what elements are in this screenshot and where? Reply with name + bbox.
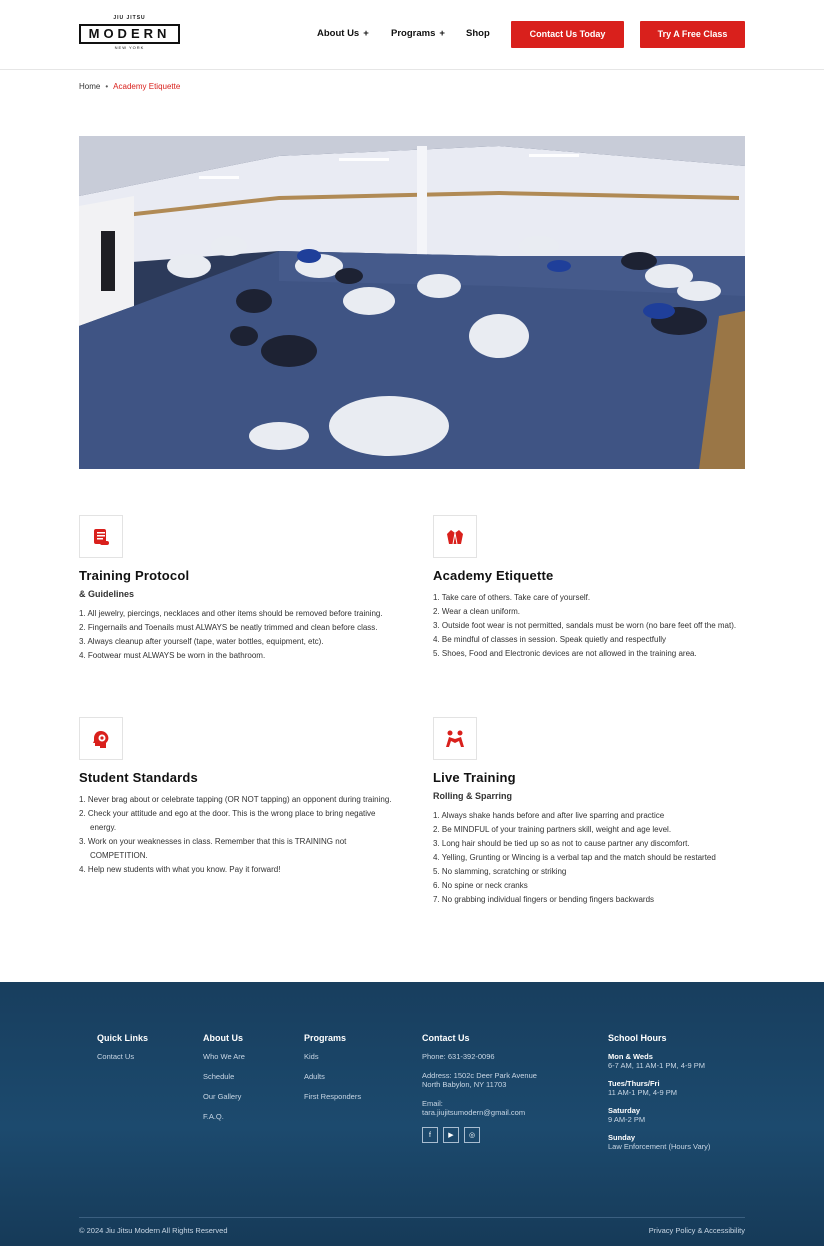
nav-shop-label: Shop <box>466 28 490 39</box>
footer-email-block <box>422 1099 582 1117</box>
hours-row <box>608 1079 758 1097</box>
footer-divider <box>79 1217 745 1218</box>
rules-list <box>79 607 399 663</box>
footer-phone[interactable]: Phone: 631-392-0096 <box>422 1052 495 1061</box>
list-item: 3. Outside foot wear is not permitted, sandals must be worn (no bare feet off the mat). <box>433 621 737 630</box>
footer-heading: School Hours <box>608 1033 667 1043</box>
list-item: 1. Always shake hands before and after live sparring and practice <box>433 811 665 820</box>
footer-heading: Contact Us <box>422 1033 470 1043</box>
footer-email[interactable]: tara.jiujitsumodern@gmail.com <box>422 1108 526 1117</box>
section-title: Academy Etiquette <box>433 568 554 583</box>
footer-hours <box>608 1033 758 1160</box>
rules-list <box>79 793 397 877</box>
site-header <box>0 0 824 70</box>
footer-link-contact[interactable]: Contact Us <box>97 1052 135 1061</box>
breadcrumb-current: Academy Etiquette <box>113 82 181 91</box>
gi-jacket-icon <box>433 515 477 558</box>
footer-link-schedule[interactable]: Schedule <box>203 1072 235 1081</box>
site-footer <box>0 982 824 1246</box>
list-item: 2. Wear a clean uniform. <box>433 607 521 616</box>
footer-heading: Quick Links <box>97 1033 149 1043</box>
grappling-icon <box>433 717 477 760</box>
nav-programs[interactable] <box>391 28 445 39</box>
list-item: 6. No spine or neck cranks <box>433 881 528 890</box>
footer-address-line: Address: 1502c Deer Park Avenue <box>422 1071 537 1080</box>
footer-link-kids[interactable]: Kids <box>304 1052 319 1061</box>
list-item: 1. Never brag about or celebrate tapping (OR NOT tapping) an opponent during training. <box>79 795 392 804</box>
breadcrumb-separator: • <box>105 82 109 91</box>
hero-photo <box>79 136 745 469</box>
list-item: 5. Shoes, Food and Electronic devices are not allowed in the training area. <box>433 649 697 658</box>
logo-top-text: JIU JITSU <box>113 15 146 21</box>
footer-link-first-responders[interactable]: First Responders <box>304 1092 362 1101</box>
free-class-button[interactable]: Try A Free Class <box>640 21 745 48</box>
footer-heading: About Us <box>203 1033 243 1043</box>
hours-time: 11 AM-1 PM, 4-9 PM <box>608 1088 678 1097</box>
footer-link-gallery[interactable]: Our Gallery <box>203 1092 242 1101</box>
rules-list <box>433 809 745 907</box>
footer-link-who-we-are[interactable]: Who We Are <box>203 1052 245 1061</box>
section-title: Student Standards <box>79 770 198 785</box>
footer-link-adults[interactable]: Adults <box>304 1072 325 1081</box>
list-item: 3. Work on your weaknesses in class. Remember that this is TRAINING not COMPETITION. <box>79 837 347 860</box>
footer-link-faq[interactable]: F.A.Q. <box>203 1112 224 1121</box>
copyright: © 2024 Jiu Jitsu Modern All Rights Reserved <box>79 1226 228 1235</box>
social-links <box>422 1127 582 1143</box>
instagram-icon[interactable]: ◎ <box>464 1127 480 1143</box>
hours-time: 9 AM-2 PM <box>608 1115 646 1124</box>
list-item: 2. Be MINDFUL of your training partners skill, weight and age level. <box>433 825 672 834</box>
logo-bottom-text: NEW YORK <box>114 45 145 50</box>
list-item: 3. Long hair should be tied up so as not to cause partner any discomfort. <box>433 839 690 848</box>
list-item: 5. No slamming, scratching or striking <box>433 867 567 876</box>
breadcrumb <box>79 82 180 91</box>
list-item: 2. Fingernails and Toenails must ALWAYS be neatly trimmed and clean before class. <box>79 623 378 632</box>
contact-us-button[interactable]: Contact Us Today <box>511 21 624 48</box>
footer-address <box>422 1071 582 1089</box>
footer-address-line: North Babylon, NY 11703 <box>422 1080 507 1089</box>
footer-contact <box>422 1033 582 1143</box>
hours-row <box>608 1052 758 1070</box>
privacy-policy-link[interactable]: Privacy Policy & Accessibility <box>648 1226 745 1235</box>
breadcrumb-home[interactable]: Home <box>79 82 101 91</box>
list-item: 1. Take care of others. Take care of yourself. <box>433 593 591 602</box>
hours-day: Tues/Thurs/Fri <box>608 1079 660 1088</box>
training-room-illustration <box>79 136 745 469</box>
hours-time: 6-7 AM, 11 AM-1 PM, 4-9 PM <box>608 1061 705 1070</box>
footer-quick-links <box>97 1033 148 1072</box>
scroll-icon <box>79 515 123 558</box>
section-live-training <box>433 717 745 907</box>
section-academy-etiquette <box>433 515 745 661</box>
section-subtitle: & Guidelines <box>79 589 135 599</box>
hours-time: Law Enforcement (Hours Vary) <box>608 1142 711 1151</box>
list-item: 2. Check your attitude and ego at the door. This is the wrong place to bring negative energy. <box>79 809 376 832</box>
list-item: 4. Help new students with what you know. Pay it forward! <box>79 865 281 874</box>
footer-email-label: Email: <box>422 1099 443 1108</box>
plus-icon: + <box>363 28 369 39</box>
section-student-standards <box>79 717 397 877</box>
hours-day: Mon & Weds <box>608 1052 653 1061</box>
section-training-protocol <box>79 515 399 663</box>
hours-row <box>608 1106 758 1124</box>
youtube-icon[interactable]: ▶ <box>443 1127 459 1143</box>
logo-main-text: MODERN <box>79 24 180 44</box>
section-title: Live Training <box>433 770 516 785</box>
list-item: 4. Yelling, Grunting or Wincing is a verbal tap and the match should be restarted <box>433 853 716 862</box>
nav-shop[interactable] <box>466 28 490 39</box>
footer-programs <box>304 1033 361 1112</box>
list-item: 4. Footwear must ALWAYS be worn in the bathroom. <box>79 651 266 660</box>
list-item: 4. Be mindful of classes in session. Speak quietly and respectfully <box>433 635 667 644</box>
nav-about-us[interactable] <box>317 28 369 39</box>
list-item: 7. No grabbing individual fingers or bending fingers backwards <box>433 895 655 904</box>
mind-target-icon <box>79 717 123 760</box>
section-subtitle: Rolling & Sparring <box>433 791 513 801</box>
section-title: Training Protocol <box>79 568 190 583</box>
rules-list <box>433 591 745 661</box>
plus-icon: + <box>439 28 445 39</box>
nav-programs-label: Programs <box>391 28 436 39</box>
hours-day: Saturday <box>608 1106 641 1115</box>
hours-row <box>608 1133 758 1151</box>
hours-day: Sunday <box>608 1133 636 1142</box>
facebook-icon[interactable]: f <box>422 1127 438 1143</box>
site-logo[interactable] <box>79 15 180 51</box>
list-item: 1. All jewelry, piercings, necklaces and other items should be removed before training. <box>79 609 383 618</box>
footer-heading: Programs <box>304 1033 347 1043</box>
footer-about <box>203 1033 245 1132</box>
nav-about-us-label: About Us <box>317 28 360 39</box>
list-item: 3. Always cleanup after yourself (tape, water bottles, equipment, etc). <box>79 637 324 646</box>
